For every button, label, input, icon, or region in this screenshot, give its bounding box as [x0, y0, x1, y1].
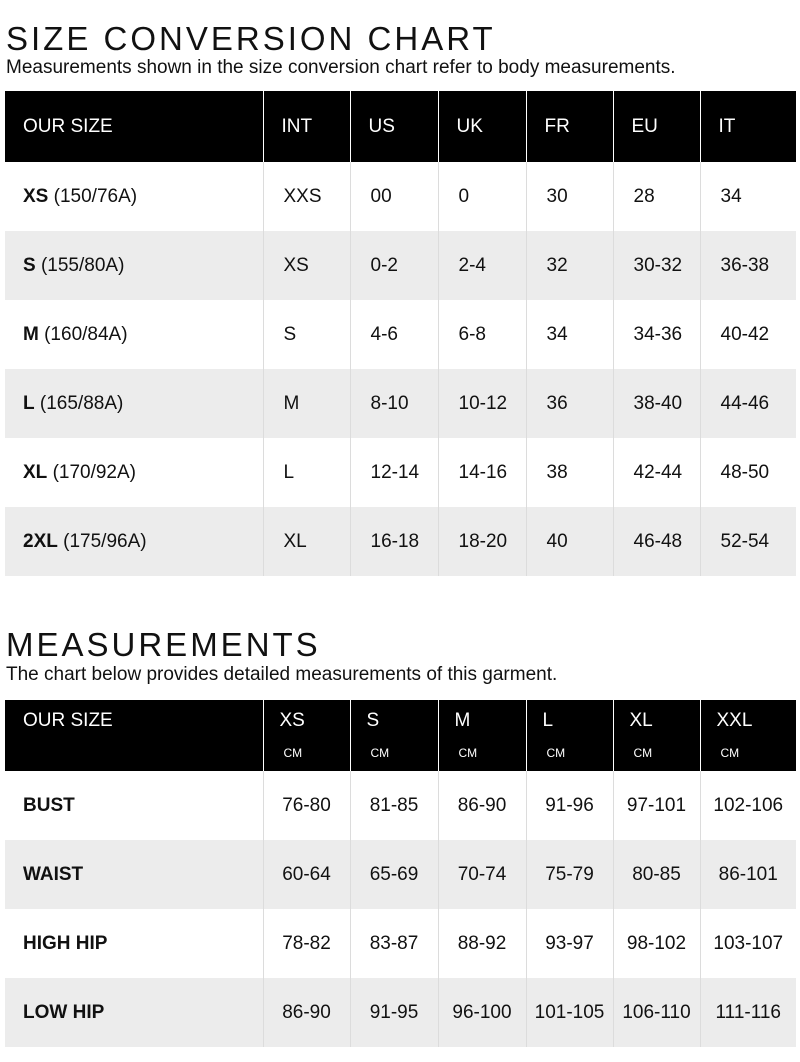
table-cell: 76-80 — [263, 771, 350, 840]
header-uk: UK — [438, 91, 526, 162]
table-cell: 34-36 — [613, 300, 700, 369]
table-cell: 40-42 — [700, 300, 796, 369]
table-cell: 88-92 — [438, 909, 526, 978]
table-cell: 2-4 — [438, 231, 526, 300]
size-cell: 2XL (175/96A) — [23, 530, 147, 552]
table-cell: 30 — [526, 162, 613, 231]
table-cell: 6-8 — [438, 300, 526, 369]
table-header-row — [5, 700, 796, 771]
table-cell: 78-82 — [263, 909, 350, 978]
unit-label: CM — [546, 746, 566, 760]
table-cell: 28 — [613, 162, 700, 231]
header-xl: XL CM — [613, 700, 700, 771]
measurements-subtitle: The chart below provides detailed measurements of this garment. — [6, 664, 558, 685]
table-cell: 40 — [526, 507, 613, 576]
table-cell: 00 — [350, 162, 438, 231]
table-cell: 42-44 — [613, 438, 700, 507]
table-cell: 0-2 — [350, 231, 438, 300]
table-cell: 14-16 — [438, 438, 526, 507]
table-cell: 0 — [438, 162, 526, 231]
size-cell: XS (150/76A) — [23, 185, 138, 207]
size-cell: XL (170/92A) — [23, 461, 137, 483]
unit-label: CM — [720, 746, 740, 760]
table-row — [5, 300, 796, 369]
table-cell: XL — [263, 507, 350, 576]
table-cell: 12-14 — [350, 438, 438, 507]
header-int: INT — [263, 91, 350, 162]
table-cell: 97-101 — [613, 771, 700, 840]
size-cell: M (160/84A) — [23, 323, 128, 345]
table-cell: 93-97 — [526, 909, 613, 978]
measurements-title: MEASUREMENTS — [6, 626, 321, 663]
measure-label: LOW HIP — [23, 1001, 105, 1023]
table-cell: 36-38 — [700, 231, 796, 300]
table-cell: 46-48 — [613, 507, 700, 576]
table-cell: 70-74 — [438, 840, 526, 909]
header-our-size: OUR SIZE — [23, 710, 113, 731]
table-cell: 60-64 — [263, 840, 350, 909]
unit-label: CM — [370, 746, 390, 760]
table-cell: 75-79 — [526, 840, 613, 909]
table-cell: 102-106 — [700, 771, 796, 840]
table-cell: 83-87 — [350, 909, 438, 978]
header-fr: FR — [526, 91, 613, 162]
header-it: IT — [700, 91, 796, 162]
unit-label: CM — [458, 746, 478, 760]
table-cell: 86-101 — [700, 840, 796, 909]
size-cell: S (155/80A) — [23, 254, 125, 276]
table-cell: 44-46 — [700, 369, 796, 438]
table-cell: 8-10 — [350, 369, 438, 438]
measure-label: BUST — [23, 794, 75, 816]
table-row — [5, 840, 796, 909]
table-cell: S — [263, 300, 350, 369]
table-cell: L — [263, 438, 350, 507]
table-cell: 96-100 — [438, 978, 526, 1047]
table-cell: 86-90 — [438, 771, 526, 840]
table-cell: XXS — [263, 162, 350, 231]
size-cell: L (165/88A) — [23, 392, 124, 414]
table-cell: XS — [263, 231, 350, 300]
table-row — [5, 771, 796, 840]
table-cell: 38 — [526, 438, 613, 507]
table-cell: 32 — [526, 231, 613, 300]
table-cell: 106-110 — [613, 978, 700, 1047]
measure-label: HIGH HIP — [23, 932, 108, 954]
table-row — [5, 978, 796, 1047]
table-cell: 98-102 — [613, 909, 700, 978]
header-eu: EU — [613, 91, 700, 162]
size-conversion-table — [5, 91, 796, 576]
table-row — [5, 231, 796, 300]
measurements-table — [5, 700, 796, 1047]
header-m: M CM — [438, 700, 526, 771]
table-cell: 34 — [700, 162, 796, 231]
header-s: S CM — [350, 700, 438, 771]
conversion-title: SIZE CONVERSION CHART — [6, 20, 496, 57]
table-cell: 16-18 — [350, 507, 438, 576]
table-cell: 101-105 — [526, 978, 613, 1047]
table-header-row — [5, 91, 796, 162]
unit-label: CM — [633, 746, 653, 760]
table-row — [5, 438, 796, 507]
table-cell: 86-90 — [263, 978, 350, 1047]
table-cell: 52-54 — [700, 507, 796, 576]
table-cell: 65-69 — [350, 840, 438, 909]
table-cell: 4-6 — [350, 300, 438, 369]
table-cell: 91-96 — [526, 771, 613, 840]
header-l: L CM — [526, 700, 613, 771]
table-cell: 38-40 — [613, 369, 700, 438]
table-cell: 34 — [526, 300, 613, 369]
header-xs: XS CM — [263, 700, 350, 771]
unit-label: CM — [283, 746, 303, 760]
table-row — [5, 162, 796, 231]
table-cell: 10-12 — [438, 369, 526, 438]
table-cell: 30-32 — [613, 231, 700, 300]
table-cell: 18-20 — [438, 507, 526, 576]
table-cell: 111-116 — [700, 978, 796, 1047]
table-row — [5, 369, 796, 438]
table-cell: 48-50 — [700, 438, 796, 507]
table-cell: 80-85 — [613, 840, 700, 909]
header-our-size: OUR SIZE — [23, 115, 113, 137]
table-cell: M — [263, 369, 350, 438]
header-xxl: XXL CM — [700, 700, 796, 771]
table-row — [5, 909, 796, 978]
table-cell: 103-107 — [700, 909, 796, 978]
header-us: US — [350, 91, 438, 162]
table-cell: 81-85 — [350, 771, 438, 840]
table-row — [5, 507, 796, 576]
conversion-subtitle: Measurements shown in the size conversion chart refer to body measurements. — [6, 57, 676, 78]
table-cell: 36 — [526, 369, 613, 438]
measure-label: WAIST — [23, 863, 84, 885]
table-cell: 91-95 — [350, 978, 438, 1047]
